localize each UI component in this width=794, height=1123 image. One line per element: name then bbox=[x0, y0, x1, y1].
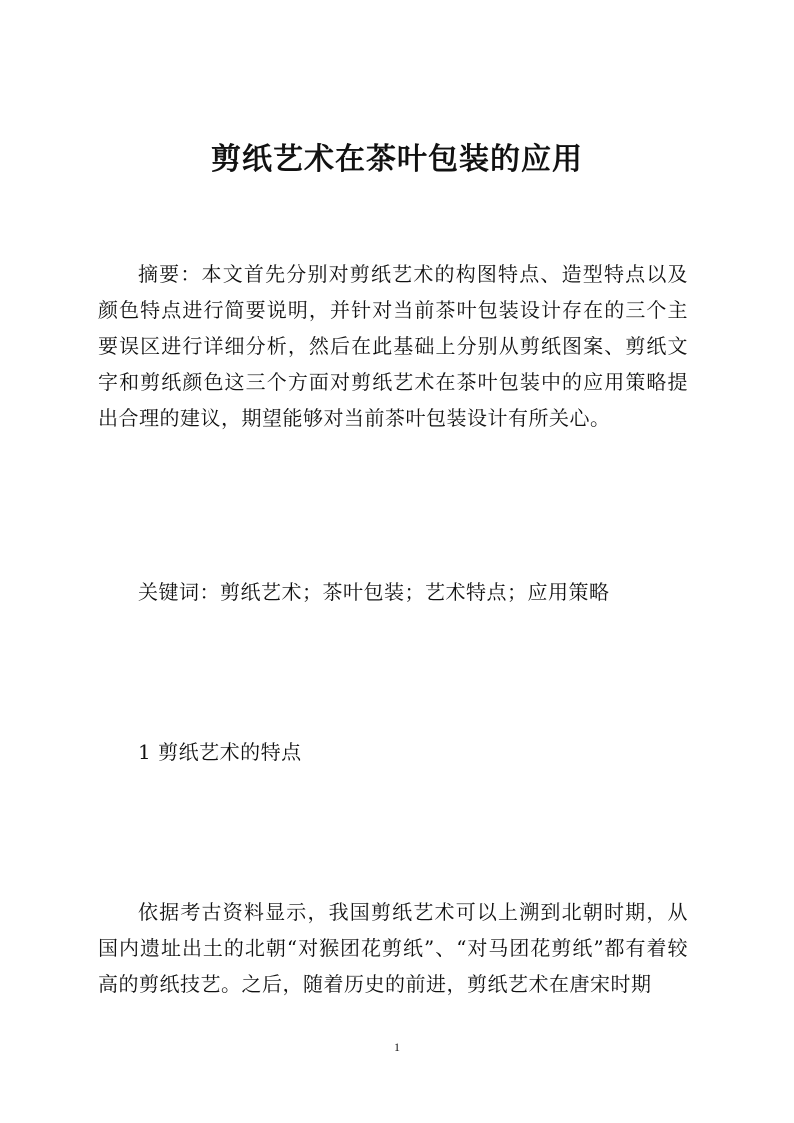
page-number: 1 bbox=[394, 1040, 400, 1054]
abstract-paragraph: 摘要：本文首先分别对剪纸艺术的构图特点、造型特点以及颜色特点进行简要说明，并针对当前茶叶包装设计存在的三个主要误区进行详细分析，然后在此基础上分别从剪纸图案、剪纸文字和剪纸颜色这三个方面对剪纸艺术在茶叶包装中的应用策略提出合理的建议，期望能够对当前茶叶包装设计有所关心。 bbox=[98, 262, 688, 430]
section-heading: 1 剪纸艺术的特点 bbox=[138, 740, 302, 764]
body-paragraph: 依据考古资料显示，我国剪纸艺术可以上溯到北朝时期，从国内遗址出土的北朝“对猴团花剪纸”、“对马团花剪纸”都有着较高的剪纸技艺。之后，随着历史的前进，剪纸艺术在唐宋时期 bbox=[98, 900, 688, 996]
document-title: 剪纸艺术在茶叶包装的应用 bbox=[211, 142, 583, 177]
keywords-line: 关键词：剪纸艺术；茶叶包装；艺术特点；应用策略 bbox=[138, 580, 610, 604]
